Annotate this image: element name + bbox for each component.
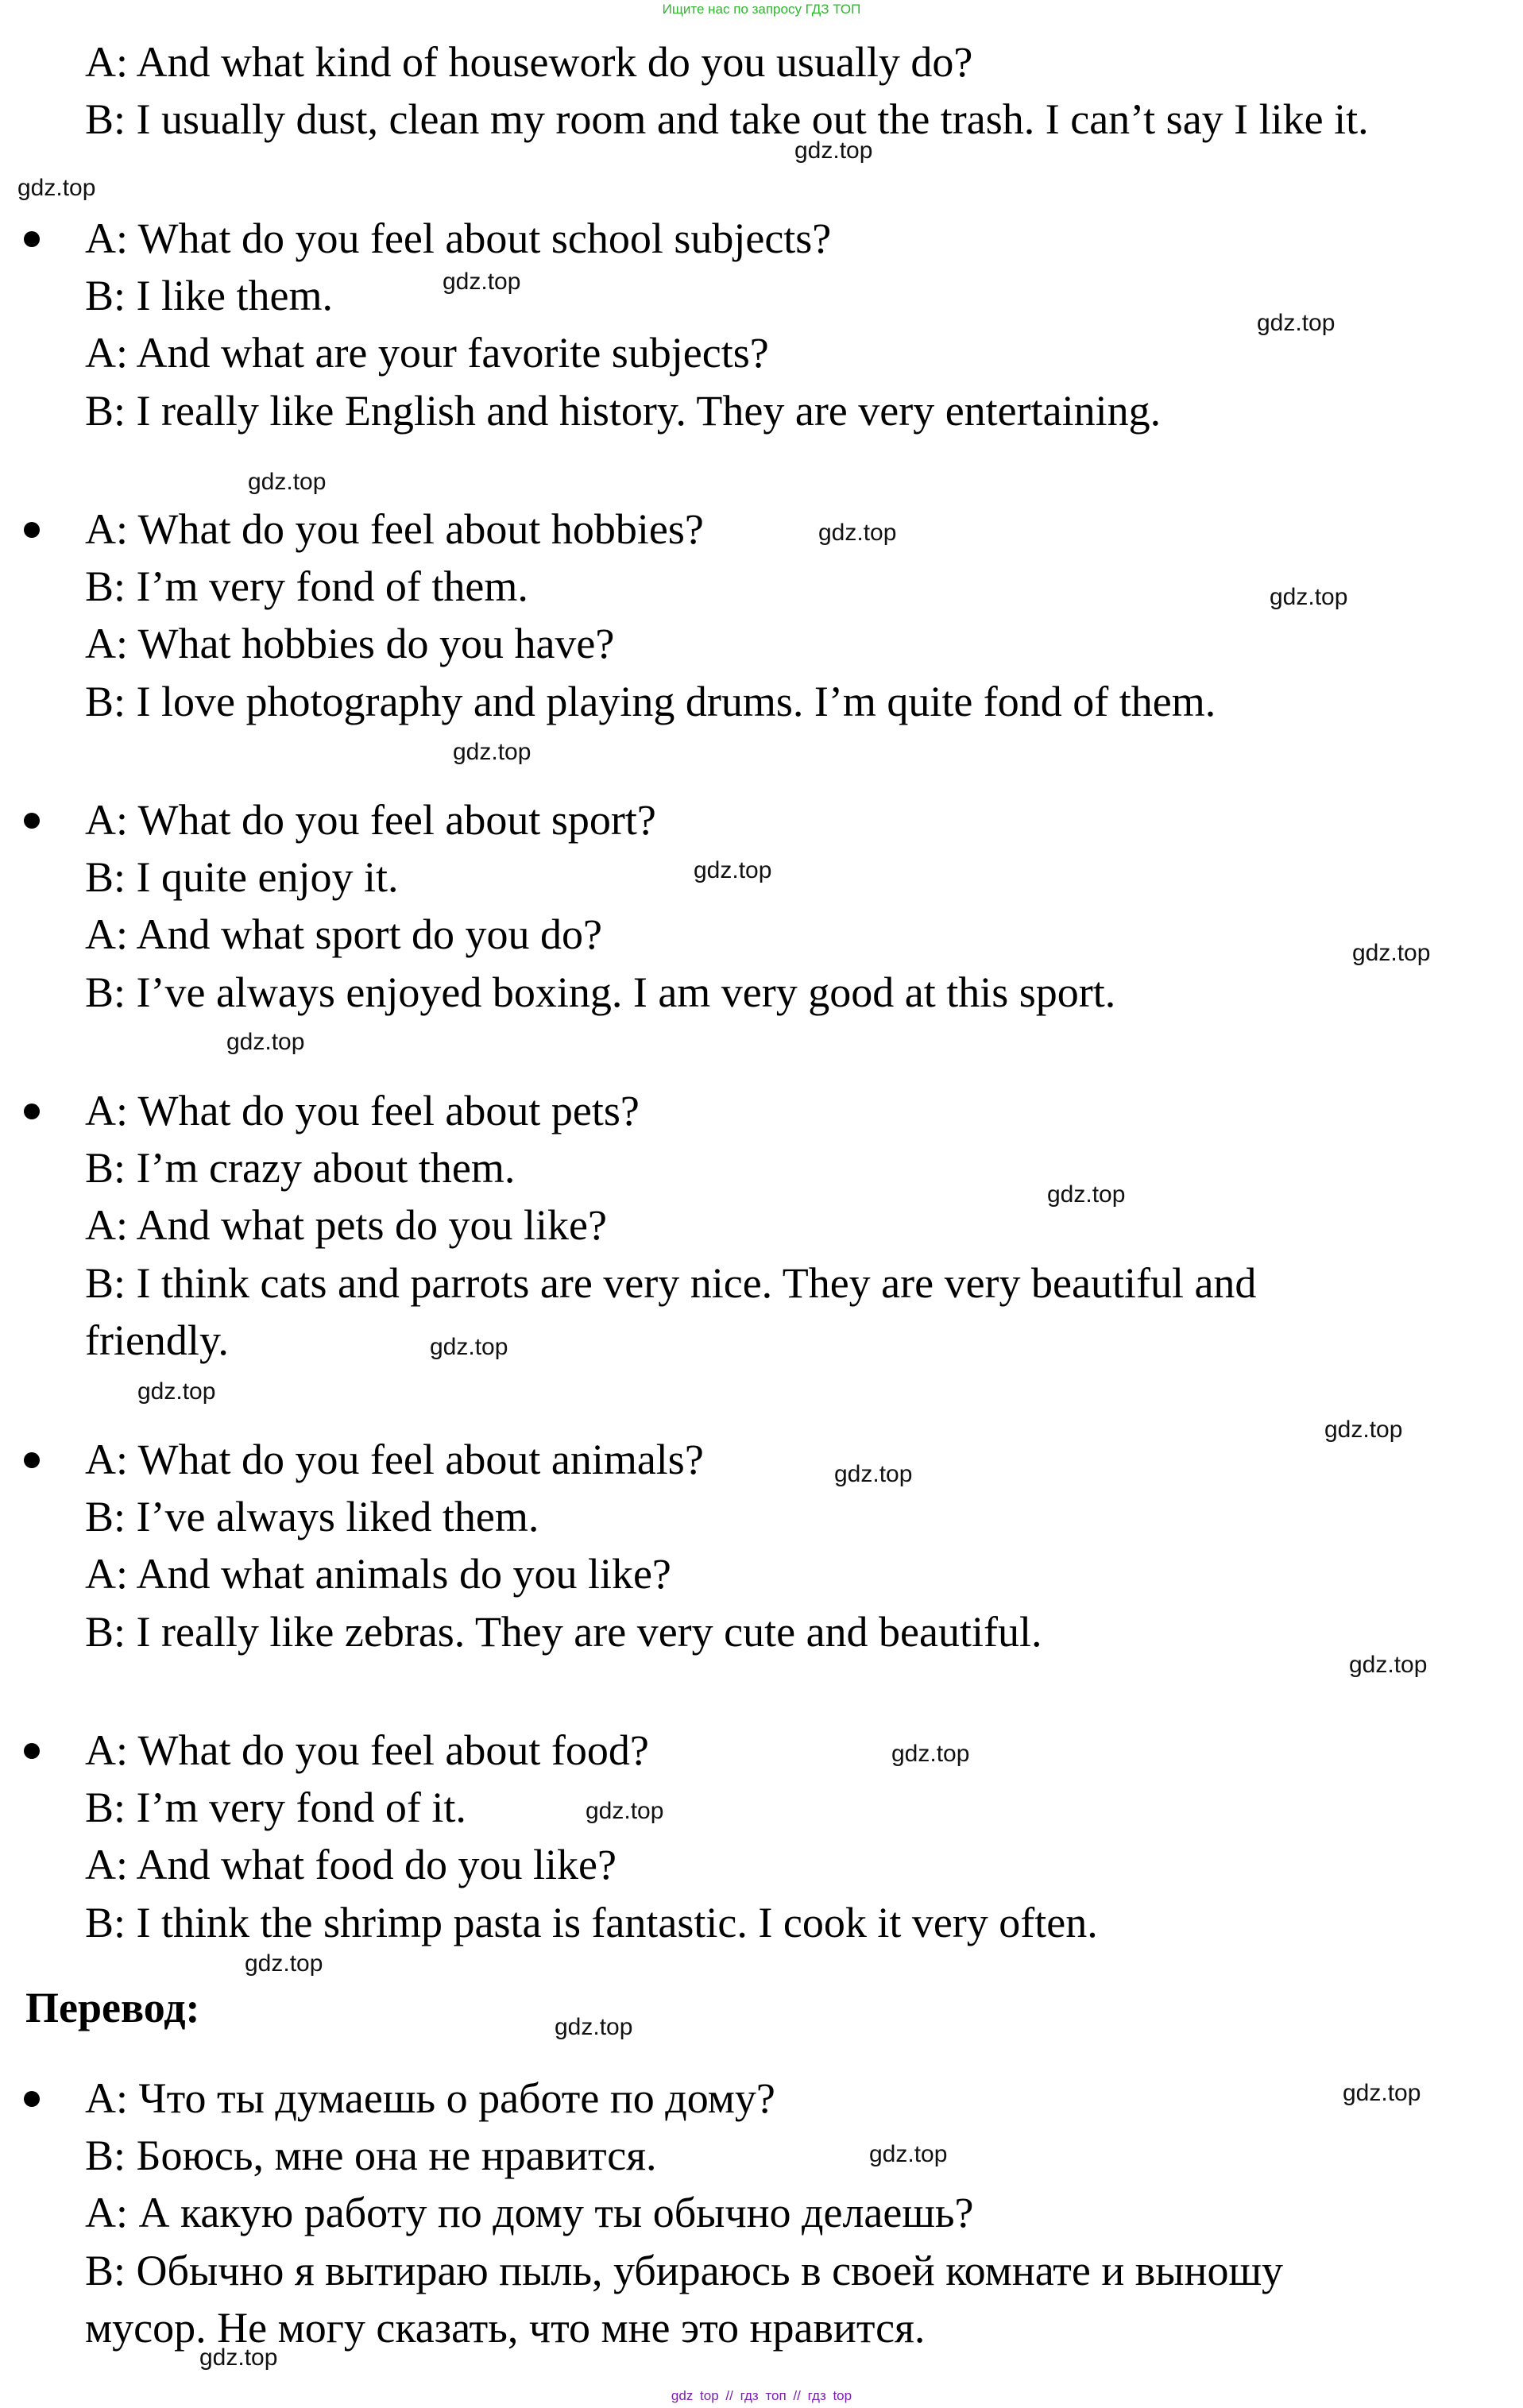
dialogue-line: A: What do you feel about hobbies?: [85, 505, 704, 553]
bullet-point: [24, 522, 40, 538]
watermark: gdz.top: [794, 137, 873, 164]
watermark: gdz.top: [443, 269, 521, 295]
top-banner: Ищите нас по запросу ГДЗ ТОП: [662, 2, 861, 17]
dialogue-line: B: I’ve always enjoyed boxing. I am very good at this sport.: [85, 968, 1116, 1016]
bullet-point: [24, 813, 40, 829]
bullet-point: [24, 1452, 40, 1468]
watermark: gdz.top: [818, 520, 897, 546]
bullet-point: [24, 1104, 40, 1119]
watermark: gdz.top: [1324, 1417, 1403, 1443]
dialogue-line: A: And what sport do you do?: [85, 910, 602, 958]
watermark: gdz.top: [1257, 310, 1336, 336]
watermark: gdz.top: [694, 857, 772, 883]
bottom-footer: gdz top // гдз топ // гдз top: [671, 2388, 852, 2403]
watermark: gdz.top: [226, 1029, 305, 1055]
dialogue-line: A: А какую работу по дому ты обычно делаешь?: [85, 2189, 974, 2236]
dialogue-line: friendly.: [85, 1316, 229, 1364]
dialogue-line: A: What hobbies do you have?: [85, 620, 615, 667]
dialogue-line: B: I’m crazy about them.: [85, 1144, 516, 1192]
watermark: gdz.top: [555, 2014, 633, 2040]
watermark: gdz.top: [1352, 940, 1431, 966]
watermark: gdz.top: [1343, 2080, 1421, 2106]
dialogue-line: A: Что ты думаешь о работе по дому?: [85, 2074, 775, 2122]
watermark: gdz.top: [245, 1950, 323, 1977]
watermark: gdz.top: [869, 2141, 948, 2167]
dialogue-line: B: I think the shrimp pasta is fantastic. I cook it very often.: [85, 1899, 1098, 1946]
watermark: gdz.top: [1270, 584, 1348, 610]
dialogue-line: B: I like them.: [85, 272, 333, 319]
dialogue-line: A: What do you feel about food?: [85, 1726, 649, 1774]
dialogue-line: B: Боюсь, мне она не нравится.: [85, 2132, 657, 2179]
watermark: gdz.top: [891, 1741, 970, 1767]
dialogue-line: B: I’m very fond of it.: [85, 1784, 466, 1831]
dialogue-line: B: I’ve always liked them.: [85, 1493, 539, 1540]
dialogue-line: B: I really like English and history. They are very entertaining.: [85, 387, 1162, 435]
watermark: gdz.top: [17, 175, 96, 201]
dialogue-line: A: What do you feel about animals?: [85, 1436, 704, 1483]
dialogue-line: B: I quite enjoy it.: [85, 853, 399, 901]
dialogue-line: B: I think cats and parrots are very nice. They are very beautiful and: [85, 1259, 1257, 1307]
translation-heading: Перевод:: [25, 1984, 200, 2031]
dialogue-line: A: And what kind of housework do you usually do?: [85, 38, 973, 86]
dialogue-line: B: I really like zebras. They are very cute and beautiful.: [85, 1608, 1042, 1656]
bullet-point: [24, 231, 40, 247]
dialogue-line: A: And what animals do you like?: [85, 1550, 671, 1598]
watermark: gdz.top: [453, 739, 532, 765]
watermark: gdz.top: [834, 1461, 913, 1487]
dialogue-line: A: And what food do you like?: [85, 1841, 617, 1888]
watermark: gdz.top: [430, 1334, 508, 1360]
dialogue-line: B: I love photography and playing drums. I’m quite fond of them.: [85, 678, 1216, 725]
watermark: gdz.top: [248, 469, 327, 495]
dialogue-line: B: I usually dust, clean my room and take out the trash. I can’t say I like it.: [85, 95, 1369, 143]
watermark: gdz.top: [137, 1378, 216, 1405]
dialogue-line: A: What do you feel about school subjects?: [85, 215, 832, 262]
watermark: gdz.top: [1349, 1652, 1428, 1678]
dialogue-line: B: I’m very fond of them.: [85, 562, 528, 610]
dialogue-line: B: Обычно я вытираю пыль, убираюсь в своей комнате и выношу: [85, 2247, 1284, 2294]
watermark: gdz.top: [199, 2344, 278, 2371]
dialogue-line: мусор. Не могу сказать, что мне это нравится.: [85, 2304, 926, 2352]
watermark: gdz.top: [1047, 1181, 1126, 1208]
bullet-point: [24, 1743, 40, 1759]
dialogue-line: A: And what pets do you like?: [85, 1201, 607, 1249]
dialogue-line: A: What do you feel about sport?: [85, 796, 656, 844]
dialogue-line: A: What do you feel about pets?: [85, 1087, 640, 1134]
watermark: gdz.top: [586, 1798, 664, 1824]
bullet-point: [24, 2091, 40, 2107]
dialogue-line: A: And what are your favorite subjects?: [85, 329, 769, 377]
